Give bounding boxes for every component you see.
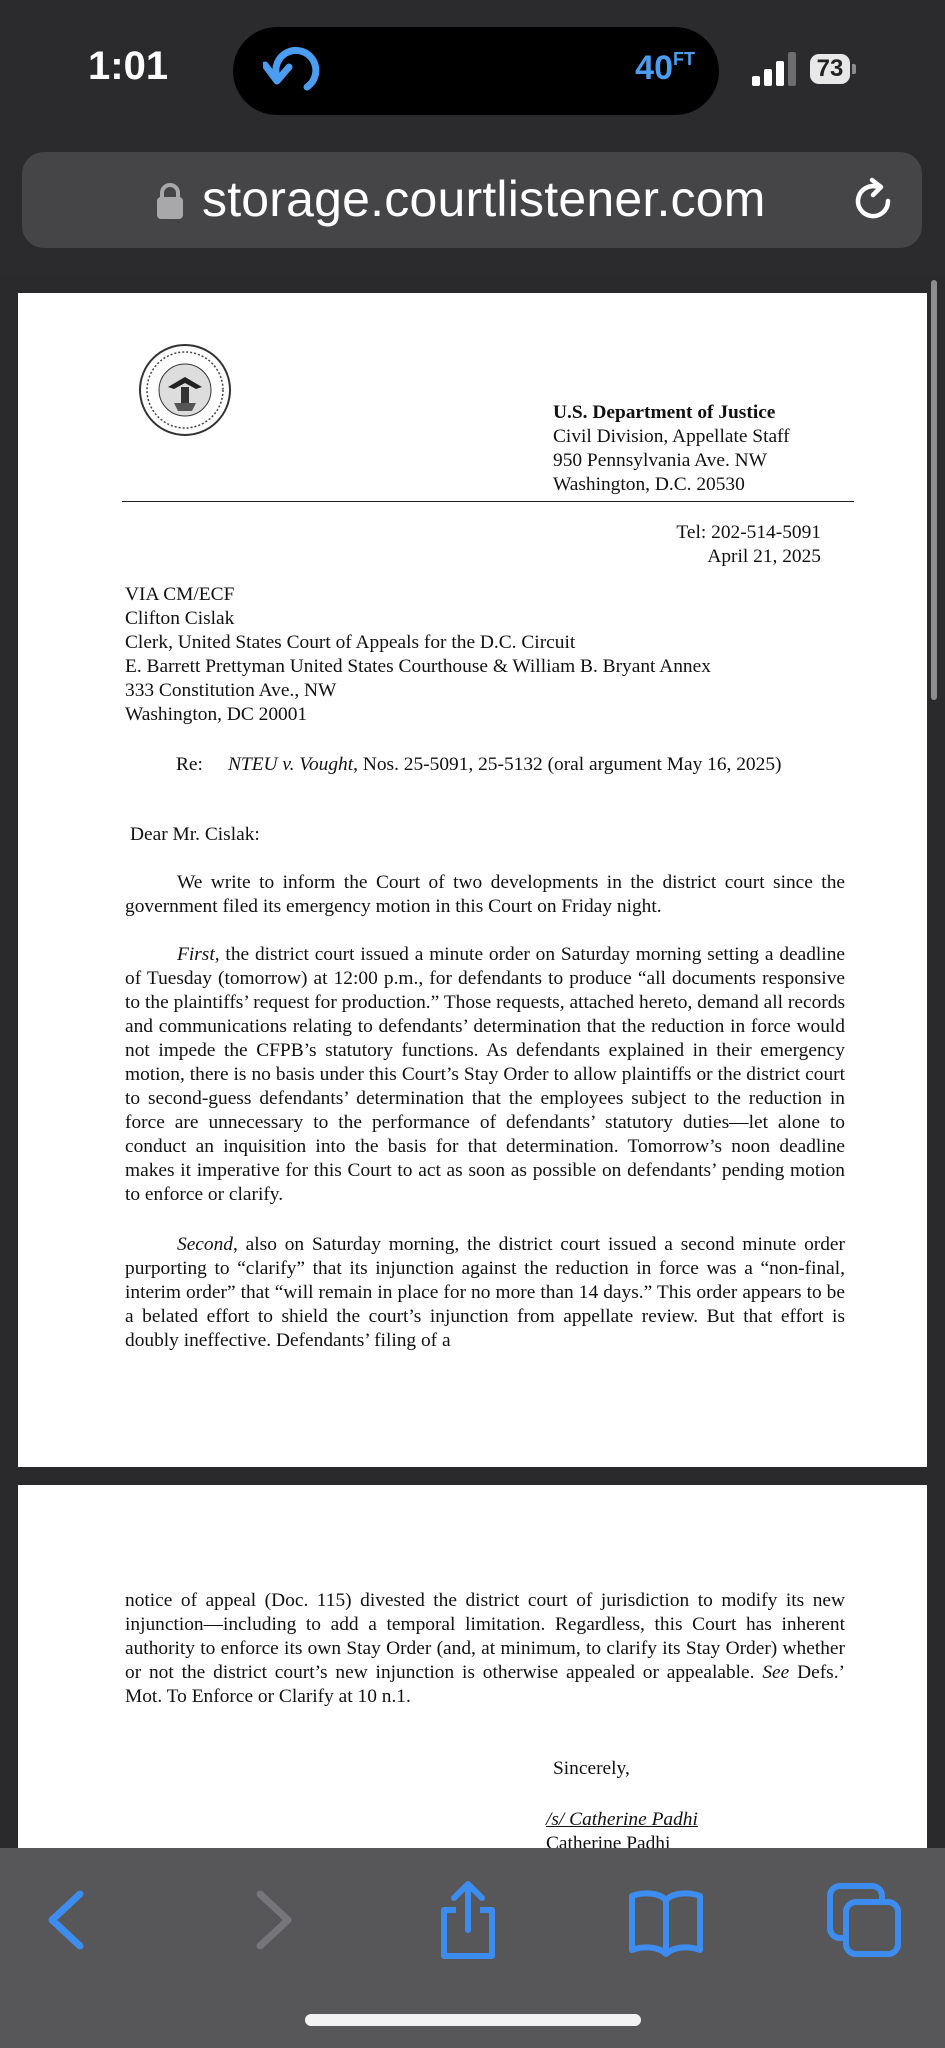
recipient-line: Clerk, United States Court of Appeals for the D.C. Circuit (125, 632, 576, 653)
signer-name: Catherine Padhi (546, 1833, 671, 1848)
signature: /s/ Catherine Padhi (546, 1809, 698, 1830)
re-case-details: , Nos. 25-5091, 25-5132 (oral argument May 16, 2025) (353, 754, 782, 775)
re-case-name: NTEU v. Vought (228, 754, 354, 775)
bookmarks-icon[interactable] (626, 1880, 706, 1960)
home-indicator[interactable] (305, 2014, 641, 2026)
battery-icon: 73 (810, 54, 850, 84)
letterhead-street: 950 Pennsylvania Ave. NW (553, 450, 767, 471)
letterhead (553, 401, 790, 497)
recipient-line: E. Barrett Prettyman United States Courthouse & William B. Bryant Annex (125, 656, 711, 677)
paragraph-first: First, the district court issued a minute order on Saturday morning setting a deadline of Tuesday (tomorrow) at 12:00 p.m., for defendants to produce “all documents responsive to the plaintiffs’ request for production.” Those requests, attached hereto, demand all records and communications relating to defendants’ determination that the reduction in force would not impede the CFPB’s statutory functions. As defendants explained in their emergency motion, there is no basis under this Court’s Stay Order to allow plaintiffs or the district court to second-guess defendants’ determination that the employees subject to the reduction in force are unnecessary to the performance of defendants’ statutory duties—let alone to conduct an inquisition into the basis for that determination. Tomorrow’s noon deadline makes it imperative for this Court to act as soon as possible on defendants’ pending motion to enforce or clarify. (125, 944, 845, 1205)
battery-tip (852, 64, 856, 74)
live-activity-label: $40^{FT}$ (635, 49, 695, 87)
url-text[interactable]: storage.courtlistener.com (202, 171, 766, 227)
recipient-address (125, 583, 711, 727)
telephone: Tel: 202-514-5091 (676, 522, 821, 543)
status-time: 1:01 (88, 44, 169, 88)
closing: Sincerely, (553, 1758, 630, 1779)
salutation: Dear Mr. Cislak: (130, 824, 260, 845)
recipient-line: 333 Constitution Ave., NW (125, 680, 337, 701)
scrollbar[interactable] (931, 280, 937, 700)
doj-seal-image (138, 343, 232, 437)
re-label: Re: (176, 754, 203, 775)
tabs-icon[interactable] (824, 1880, 904, 1960)
letterhead-divider (122, 501, 854, 502)
re-line (176, 753, 782, 777)
share-icon[interactable] (428, 1880, 508, 1960)
letter-date: April 21, 2025 (707, 546, 821, 567)
cellular-signal-icon (752, 52, 798, 86)
undo-arrow-icon (263, 43, 323, 99)
status-bar (0, 0, 945, 140)
pdf-page-1 (18, 293, 927, 1467)
contact-block (676, 521, 821, 569)
reload-icon[interactable] (848, 176, 898, 226)
paragraph-second: Second, also on Saturday morning, the district court issued a second minute order purporting to “clarify” that its injunction against the reduction in force was a “non-final, interim order” that “will remain in place for no more than 14 days.” This order appears to be a belated effort to shield the court’s injunction from appellate review. But that effort is doubly ineffective. Defendants’ filing of a (125, 1234, 845, 1351)
pdf-viewer[interactable] (0, 276, 945, 1848)
letterhead-org: U.S. Department of Justice (553, 402, 776, 423)
recipient-line: Washington, DC 20001 (125, 704, 308, 725)
recipient-line: VIA CM/ECF (125, 584, 235, 605)
pdf-page-2 (18, 1485, 927, 1848)
letterhead-city: Washington, D.C. 20530 (553, 474, 745, 495)
dynamic-island[interactable] (233, 27, 719, 115)
letterhead-division: Civil Division, Appellate Staff (553, 426, 790, 447)
recipient-line: Clifton Cislak (125, 608, 235, 629)
paragraph-intro: We write to inform the Court of two developments in the district court since the government filed its emergency motion in this Court on Friday night. (125, 872, 845, 917)
address-bar[interactable] (22, 152, 922, 248)
paragraph-continued: notice of appeal (Doc. 115) divested the district court of jurisdiction to modify its new injunction—including to add a temporal limitation. Regardless, this Court has inherent authority to enforce its own Stay Order (and, at minimum, to clarify its Stay Order) whether or not the district court’s new injunction is otherwise appealed or appealable. See Defs.’ Mot. To Enforce or Clarify at 10 n.1. (125, 1590, 846, 1707)
back-icon[interactable] (28, 1880, 108, 1960)
forward-icon[interactable] (232, 1880, 312, 1960)
re-subject (228, 753, 788, 777)
lock-icon (156, 182, 184, 220)
